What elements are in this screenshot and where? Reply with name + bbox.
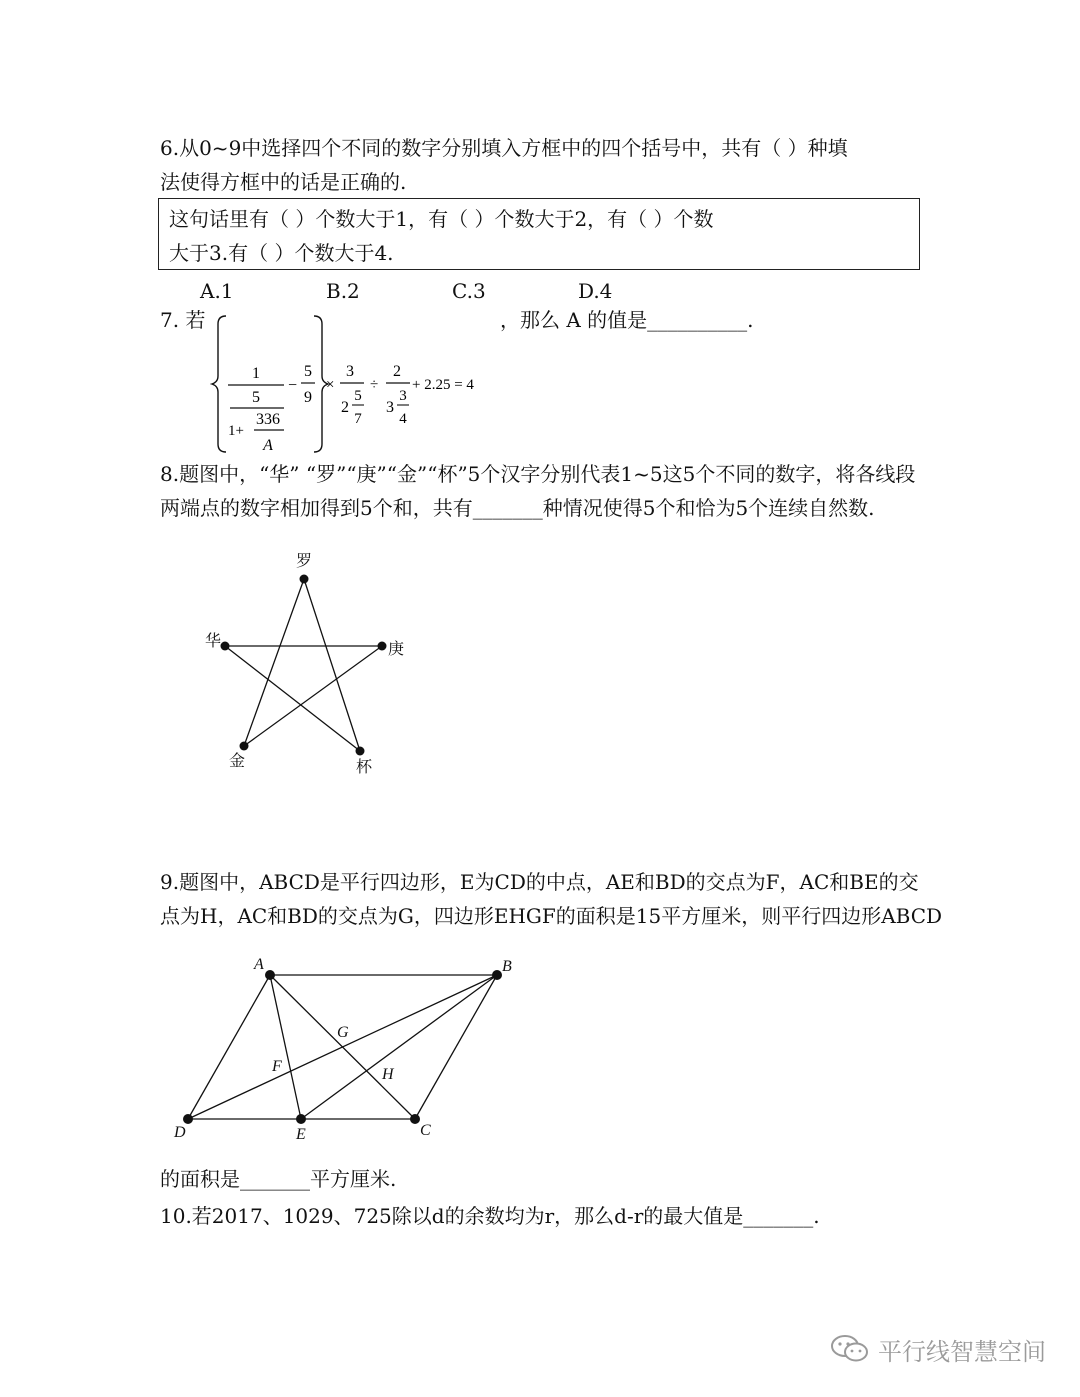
star-point-luo [300, 575, 309, 584]
star-point-geng [378, 642, 387, 651]
star-point-jin [240, 742, 249, 751]
watermark [830, 1331, 1046, 1367]
eq-minus: − [288, 377, 298, 394]
star-label-bei: 杯 [356, 757, 373, 776]
segment-DA [188, 975, 270, 1119]
q6-statement-box [158, 198, 920, 270]
segment-BD [188, 975, 497, 1119]
eq-3c: 3 [399, 388, 407, 404]
star-figure [190, 545, 430, 785]
q6-line-1: 6.从0~9中选择四个不同的数字分别填入方框中的四个括号中，共有（ ）种填 [160, 136, 848, 160]
eq-tail: + 2.25 = 4 [412, 377, 474, 393]
eq-times: × [326, 377, 335, 393]
q6-option-d: D.4 [578, 279, 613, 303]
wechat-icon [830, 1333, 870, 1365]
point-D [183, 1114, 193, 1124]
eq-5: 5 [304, 363, 312, 380]
eq-2b: 2 [393, 363, 401, 380]
eq-5b: 5 [354, 388, 362, 404]
label-C: C [420, 1122, 431, 1139]
q6-option-b: B.2 [326, 279, 360, 303]
segment-AE [270, 975, 301, 1119]
q7-prefix: 7. 若 [160, 308, 206, 332]
eq-7: 7 [354, 411, 362, 427]
label-E: E [296, 1126, 306, 1143]
star-point-bei [356, 747, 365, 756]
eq-one: 1 [252, 365, 260, 382]
q8-line-1: 8.题图中，“华” “罗”“庚”“金”“杯”5个汉字分别代表1~5这5个不同的数字，将各线段 [160, 462, 916, 486]
star-segment-geng-jin [244, 646, 382, 746]
q6-option-c: C.3 [452, 279, 486, 303]
eq-4: 4 [399, 411, 407, 427]
point-B [492, 970, 502, 980]
label-D: D [174, 1124, 186, 1141]
q10-line-1: 10.若2017、1029、725除以d的余数均为r，那么d-r的最大值是_______. [160, 1204, 820, 1228]
eq-3: 3 [346, 363, 354, 380]
label-G: G [337, 1024, 349, 1041]
star-segment-hua-bei [225, 646, 360, 751]
q6-box-line-1: 这句话里有（ ）个数大于1，有（ ）个数大于2，有（ ）个数 [169, 207, 714, 231]
label-B: B [502, 958, 512, 975]
eq-div: ÷ [370, 377, 379, 393]
star-point-hua [221, 642, 230, 651]
star-label-jin: 金 [229, 751, 246, 770]
q8-line-2: 两端点的数字相加得到5个和，共有_______种情况使得5个和恰为5个连续自然数. [160, 496, 875, 520]
eq-3b: 3 [386, 399, 394, 416]
eq-A: A [263, 437, 273, 454]
parallelogram-figure [170, 955, 520, 1145]
eq-five: 5 [252, 389, 260, 406]
q6-option-a: A.1 [200, 279, 234, 303]
point-A [265, 970, 275, 980]
star-segment-luo-jin [244, 579, 304, 746]
q9-line-1: 9.题图中，ABCD是平行四边形，E为CD的中点，AE和BD的交点为F，AC和BE的交 [160, 870, 919, 894]
eq-one-plus: 1+ [228, 423, 244, 439]
q7-equation [210, 312, 510, 458]
point-C [410, 1114, 420, 1124]
segment-BC [415, 975, 497, 1119]
q9-line-3: 的面积是_______平方厘米. [160, 1167, 397, 1191]
q6-line-2: 法使得方框中的话是正确的. [160, 170, 407, 194]
q6-box-line-2: 大于3.有（ ）个数大于4. [169, 241, 394, 265]
label-A: A [254, 956, 264, 973]
star-label-hua: 华 [205, 631, 222, 650]
star-label-luo: 罗 [296, 551, 313, 570]
star-segment-luo-bei [304, 579, 360, 751]
star-label-geng: 庚 [388, 639, 405, 658]
segment-BE [301, 975, 497, 1119]
eq-336: 336 [256, 411, 280, 428]
label-H: H [382, 1066, 394, 1083]
point-E [296, 1114, 306, 1124]
watermark-text: 平行线智慧空间 [878, 1337, 1046, 1366]
q7-suffix: ，那么 A 的值是__________. [500, 308, 754, 332]
q9-line-2: 点为H，AC和BD的交点为G，四边形EHGF的面积是15平方厘米，则平行四边形ABCD [160, 904, 943, 928]
left-brace [212, 316, 226, 452]
label-F: F [272, 1058, 282, 1075]
eq-2: 2 [341, 399, 349, 416]
eq-9: 9 [304, 389, 312, 406]
